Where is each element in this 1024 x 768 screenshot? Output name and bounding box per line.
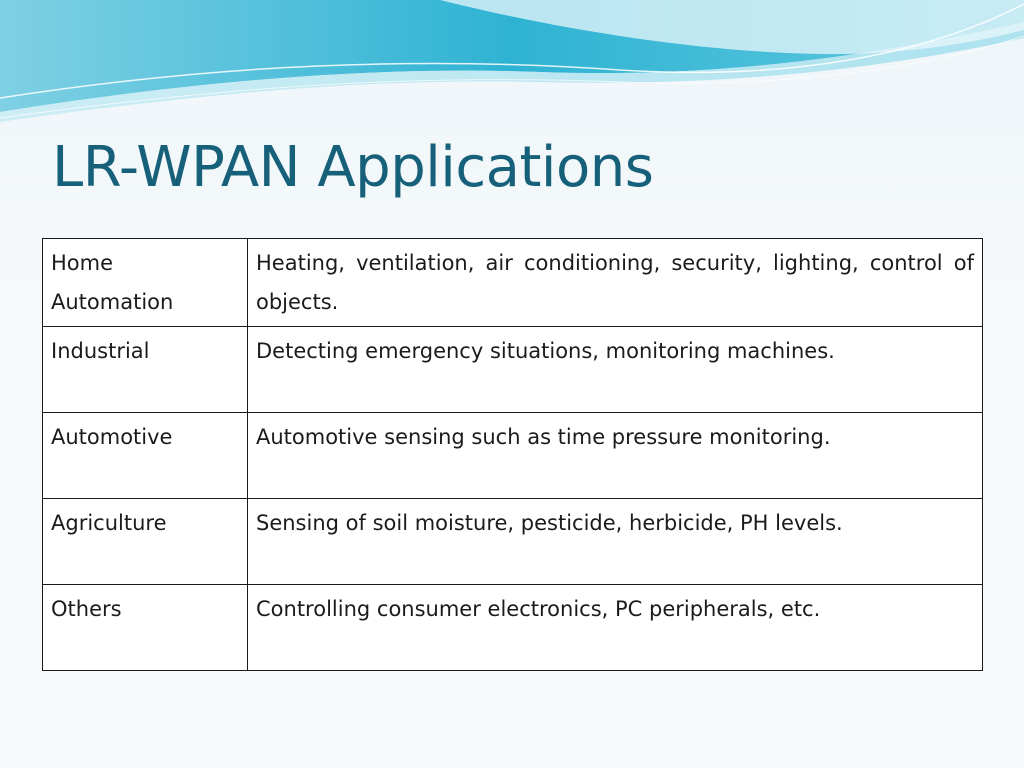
category-cell: Agriculture bbox=[43, 499, 248, 585]
table-row bbox=[43, 327, 983, 413]
table-row bbox=[43, 413, 983, 499]
category-cell: Home Automation bbox=[43, 239, 248, 327]
description-cell: Heating, ventilation, air conditioning, security, lighting, control of objects. bbox=[248, 239, 983, 327]
category-cell: Others bbox=[43, 585, 248, 671]
table-row bbox=[43, 585, 983, 671]
applications-table bbox=[42, 238, 983, 671]
category-cell: Automotive bbox=[43, 413, 248, 499]
description-cell: Sensing of soil moisture, pesticide, herbicide, PH levels. bbox=[248, 499, 983, 585]
description-cell: Automotive sensing such as time pressure monitoring. bbox=[248, 413, 983, 499]
page-title: LR-WPAN Applications bbox=[52, 135, 654, 200]
table-row bbox=[43, 499, 983, 585]
table-row bbox=[43, 239, 983, 327]
category-cell: Industrial bbox=[43, 327, 248, 413]
header-wave-decoration bbox=[0, 0, 1024, 130]
description-cell: Controlling consumer electronics, PC peripherals, etc. bbox=[248, 585, 983, 671]
description-cell: Detecting emergency situations, monitoring machines. bbox=[248, 327, 983, 413]
